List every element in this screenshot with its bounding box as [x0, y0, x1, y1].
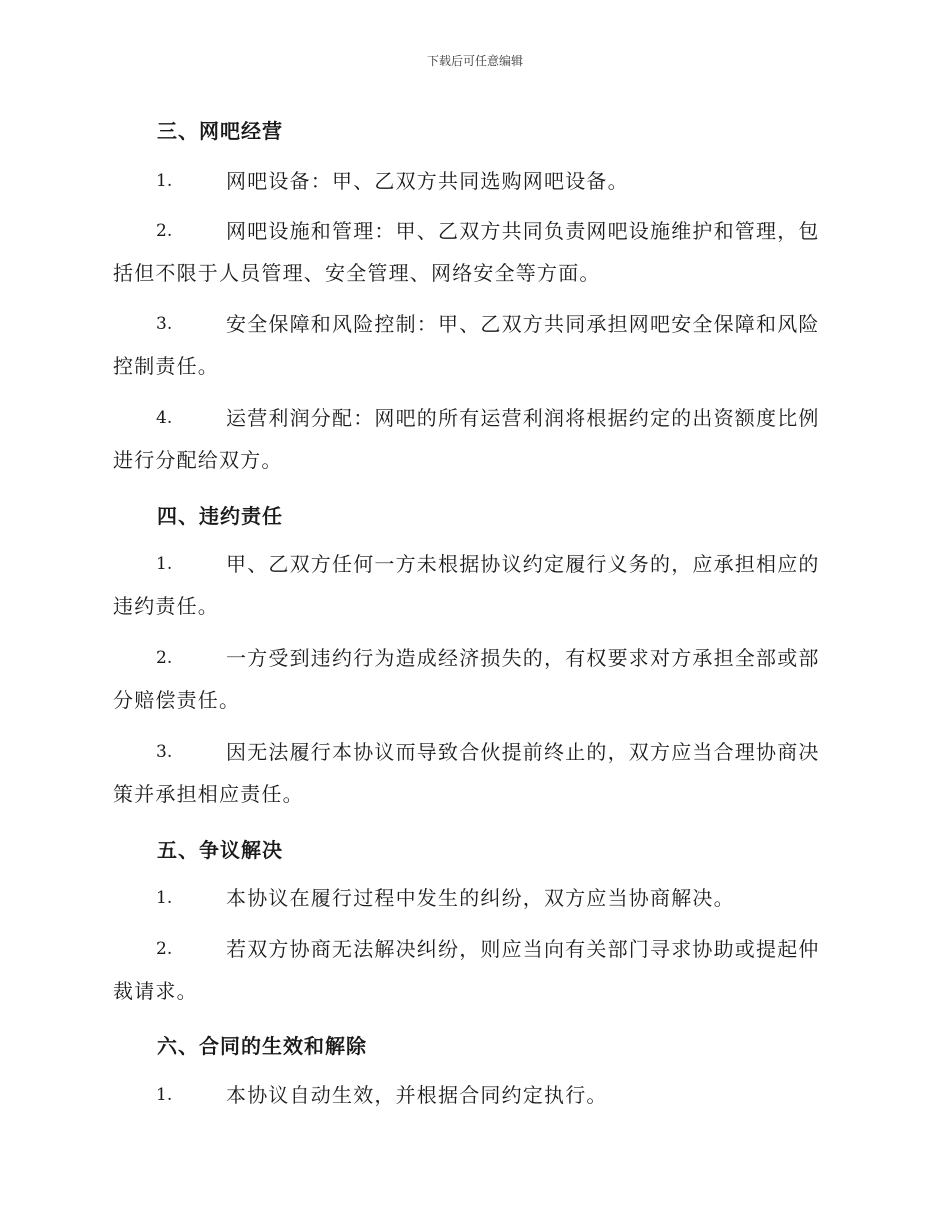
item-number: 2. — [156, 648, 173, 668]
section-title: 三、网吧经营 — [157, 119, 283, 143]
item-number: 2. — [156, 221, 173, 241]
item-number: 4. — [156, 408, 173, 428]
list-item — [113, 928, 833, 1012]
item-text: 本协议自动生效，并根据合同约定执行。 — [226, 1083, 608, 1107]
item-text: 安全保障和风险控制：甲、乙双方共同承担网吧安全保障和风险控制责任。 — [113, 312, 820, 378]
section-title: 五、争议解决 — [157, 838, 283, 862]
item-text: 运营利润分配：网吧的所有运营利润将根据约定的出资额度比例进行分配给双方。 — [113, 406, 820, 472]
list-item — [113, 543, 833, 627]
item-number: 1. — [156, 171, 173, 191]
item-text: 甲、乙双方任何一方未根据协议约定履行义务的，应承担相应的违约责任。 — [113, 552, 820, 618]
item-number: 2. — [156, 939, 173, 959]
list-item — [113, 1074, 833, 1116]
item-text: 一方受到违约行为造成经济损失的，有权要求对方承担全部或部分赔偿责任。 — [113, 646, 820, 712]
item-text: 本协议在履行过程中发生的纠纷，双方应当协商解决。 — [226, 886, 735, 910]
page-header: 下载后可任意编辑 — [426, 54, 523, 68]
item-number: 1. — [156, 554, 173, 574]
list-item — [113, 731, 833, 815]
item-text: 因无法履行本协议而导致合伙提前终止的，双方应当合理协商决策并承担相应责任。 — [113, 740, 820, 806]
section-title: 四、违约责任 — [157, 504, 283, 528]
item-text: 若双方协商无法解决纠纷，则应当向有关部门寻求协助或提起仲裁请求。 — [113, 937, 820, 1003]
list-item — [113, 397, 833, 481]
list-item — [113, 160, 833, 202]
section-title: 六、合同的生效和解除 — [157, 1034, 367, 1058]
item-number: 3. — [156, 742, 173, 762]
item-number: 1. — [156, 1085, 173, 1105]
list-item — [113, 303, 833, 387]
list-item — [113, 877, 833, 919]
item-number: 1. — [156, 888, 173, 908]
list-item — [113, 210, 833, 294]
list-item — [113, 637, 833, 721]
item-number: 3. — [156, 314, 173, 334]
item-text: 网吧设备：甲、乙双方共同选购网吧设备。 — [226, 169, 629, 193]
item-text: 网吧设施和管理：甲、乙双方共同负责网吧设施维护和管理，包括但不限于人员管理、安全管理、网络安全等方面。 — [113, 219, 820, 285]
